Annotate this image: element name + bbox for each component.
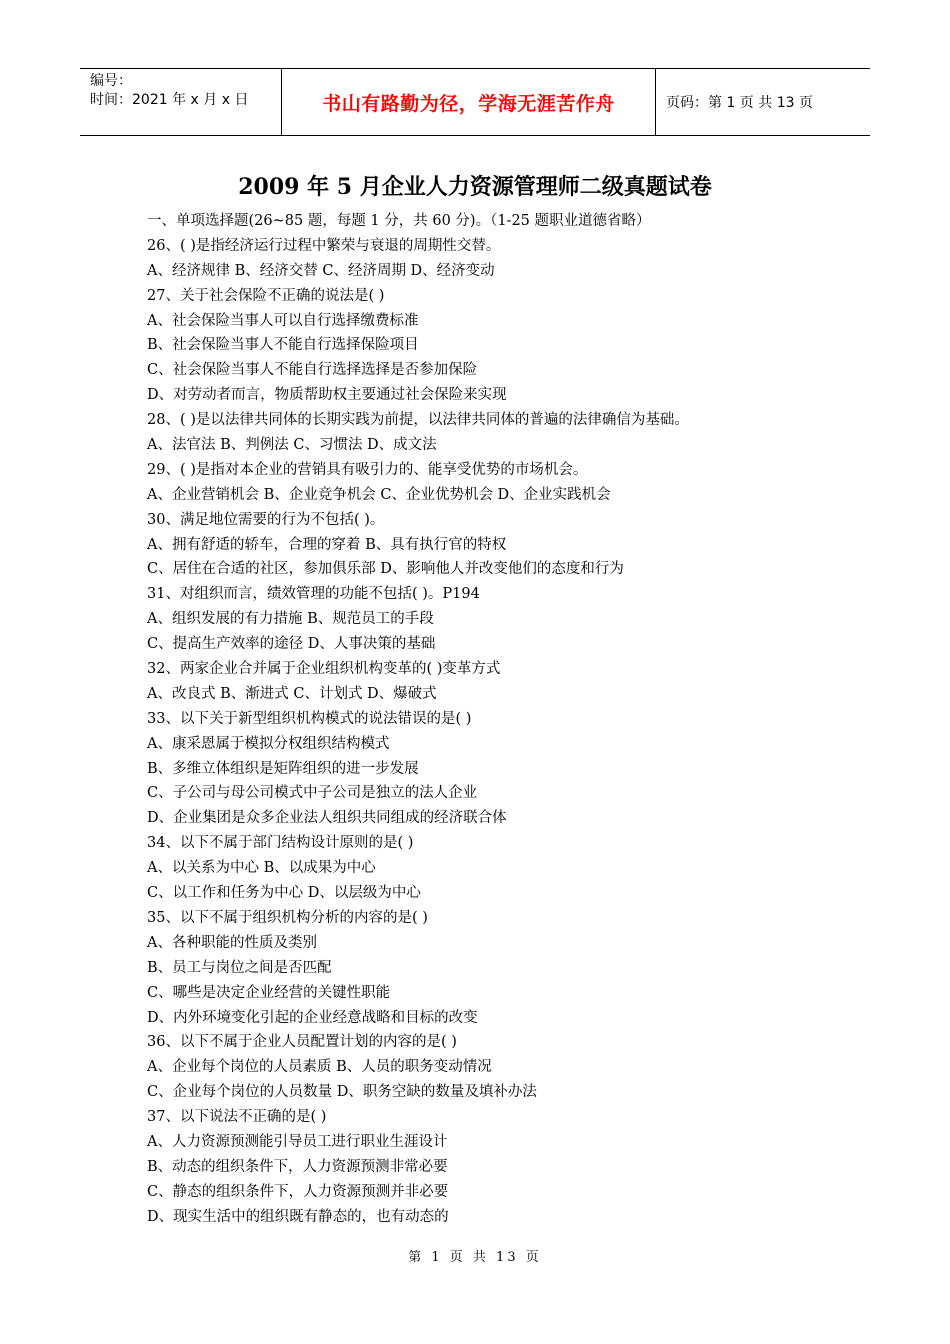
text-line: A、企业每个岗位的人员素质 B、人员的职务变动情况 — [147, 1059, 492, 1076]
text-line: A、社会保险当事人可以自行选择缴费标准 — [147, 312, 419, 329]
text-line: 34、以下不属于部门结构设计原则的是( ) — [147, 835, 414, 852]
text-line: A、企业营销机会 B、企业竞争机会 C、企业优势机会 D、企业实践机会 — [147, 486, 611, 503]
text-line: 35、以下不属于组织机构分析的内容的是( ) — [147, 909, 428, 926]
text-line: A、以关系为中心 B、以成果为中心 — [147, 860, 376, 877]
text-line: 37、以下说法不正确的是( ) — [147, 1109, 327, 1126]
text-line: 32、两家企业合并属于企业组织机构变革的( )变革方式 — [147, 661, 501, 678]
text-line: A、改良式 B、渐进式 C、计划式 D、爆破式 — [147, 685, 437, 702]
text-line: D、对劳动者而言，物质帮助权主要通过社会保险来实现 — [147, 387, 507, 404]
text-line: 27、关于社会保险不正确的说法是( ) — [147, 287, 385, 304]
text-line: C、静态的组织条件下，人力资源预测并非必要 — [147, 1183, 449, 1200]
text-line: A、法官法 B、判例法 C、习惯法 D、成文法 — [147, 437, 437, 454]
text-line: 36、以下不属于企业人员配置计划的内容的是( ) — [147, 1034, 457, 1051]
page-header — [80, 68, 870, 136]
text-line: A、拥有舒适的轿车，合理的穿着 B、具有执行官的特权 — [147, 536, 507, 553]
header-page-label: 页码：第 1 页 共 13 页 — [666, 95, 813, 111]
text-line: C、子公司与母公司模式中子公司是独立的法人企业 — [147, 785, 478, 802]
text-line: 26、( )是指经济运行过程中繁荣与衰退的周期性交替。 — [147, 237, 501, 254]
text-line: 30、满足地位需要的行为不包括( )。 — [147, 511, 385, 528]
text-line: C、以工作和任务为中心 D、以层级为中心 — [147, 885, 421, 902]
document-body — [147, 209, 847, 1230]
text-line: A、康采恩属于模拟分权组织结构模式 — [147, 735, 390, 752]
text-line: 33、以下关于新型组织机构模式的说法错误的是( ) — [147, 710, 472, 727]
text-line: C、企业每个岗位的人员数量 D、职务空缺的数量及填补办法 — [147, 1084, 537, 1101]
doc-time-label: 时间：2021 年 x 月 x 日 — [90, 92, 249, 108]
page-footer: 第 1 页 共 13 页 — [408, 1250, 542, 1265]
text-line: C、社会保险当事人不能自行选择选择是否参加保险 — [147, 362, 478, 379]
text-line: A、组织发展的有力措施 B、规范员工的手段 — [147, 611, 434, 628]
text-line: A、各种职能的性质及类别 — [147, 934, 317, 951]
text-line: B、员工与岗位之间是否匹配 — [147, 959, 332, 976]
header-meta — [80, 69, 282, 135]
header-motto: 书山有路勤为径，学海无涯苦作舟 — [282, 69, 656, 135]
doc-number-label: 编号： — [90, 73, 132, 89]
text-line: B、多维立体组织是矩阵组织的进一步发展 — [147, 760, 419, 777]
text-line: B、动态的组织条件下，人力资源预测非常必要 — [147, 1158, 448, 1175]
text-line: D、企业集团是众多企业法人组织共同组成的经济联合体 — [147, 810, 507, 827]
text-line: B、社会保险当事人不能自行选择保险项目 — [147, 337, 419, 354]
document-title: 2009 年 5 月企业人力资源管理师二级真题试卷 — [238, 174, 712, 200]
text-line: D、内外环境变化引起的企业经意战略和目标的改变 — [147, 1009, 478, 1026]
text-line: 28、( )是以法律共同体的长期实践为前提，以法律共同体的普遍的法律确信为基础。 — [147, 412, 689, 429]
text-line: C、哪些是决定企业经营的关键性职能 — [147, 984, 391, 1001]
text-line: 31、对组织而言，绩效管理的功能不包括( )。P194 — [147, 586, 480, 603]
text-line: C、居住在合适的社区，参加俱乐部 D、影响他人并改变他们的态度和行为 — [147, 561, 624, 578]
text-line: C、提高生产效率的途径 D、人事决策的基础 — [147, 636, 436, 653]
text-line: A、经济规律 B、经济交替 C、经济周期 D、经济变动 — [147, 262, 495, 279]
text-line: A、人力资源预测能引导员工进行职业生涯设计 — [147, 1133, 448, 1150]
section-heading: 一、单项选择题(26~85 题，每题 1 分，共 60 分)。（1-25 题职业道德省略） — [147, 213, 651, 229]
text-line: D、现实生活中的组织既有静态的，也有动态的 — [147, 1208, 449, 1225]
text-line: 29、( )是指对本企业的营销具有吸引力的、能享受优势的市场机会。 — [147, 461, 588, 478]
